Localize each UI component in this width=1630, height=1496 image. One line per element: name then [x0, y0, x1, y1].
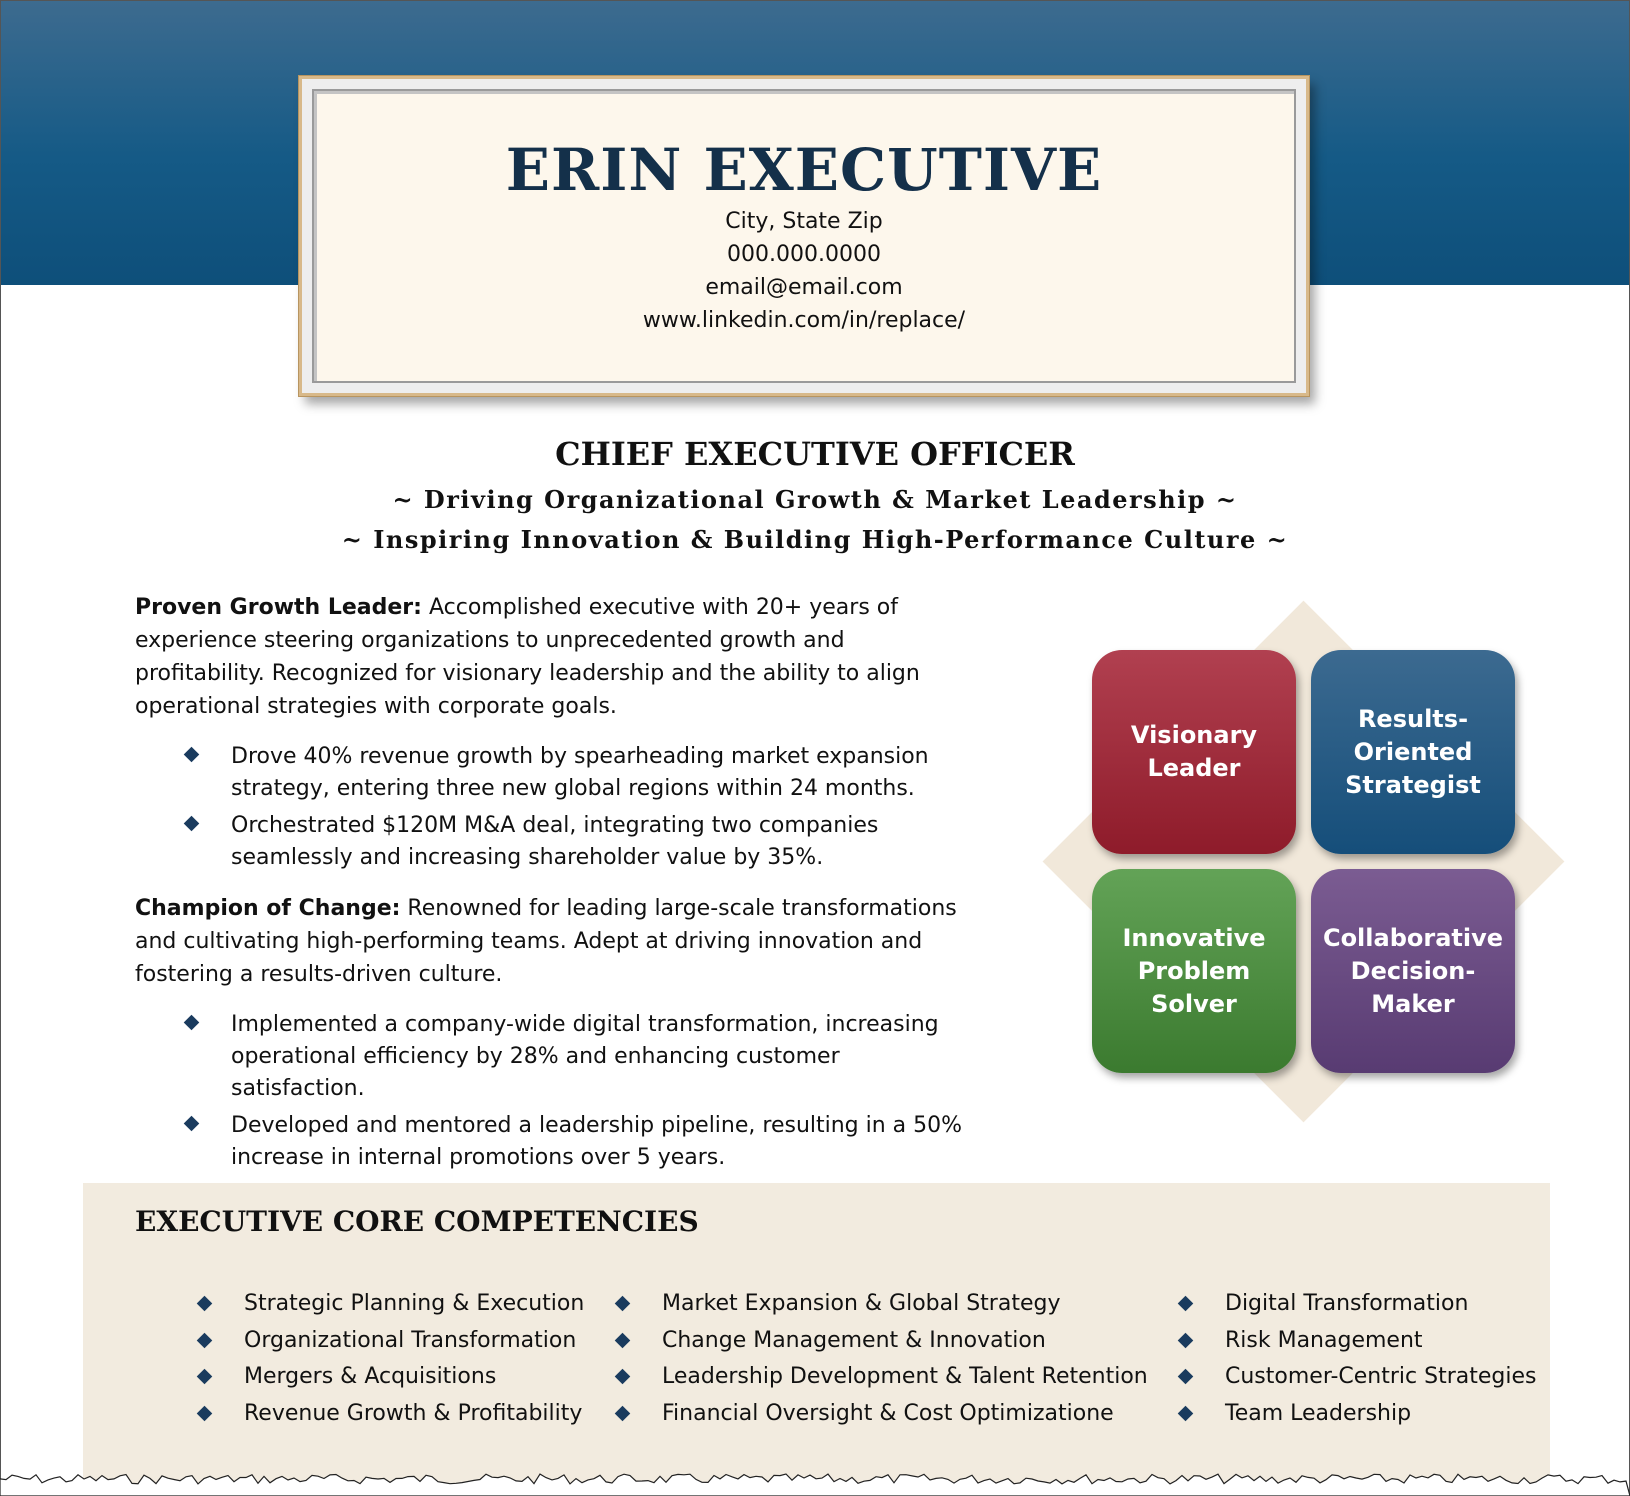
diamond-bullet-icon	[184, 816, 200, 832]
tile-visionary-leader: Visionary Leader	[1092, 650, 1296, 854]
tagline-2: ~ Inspiring Innovation & Building High-Performance Culture ~	[341, 525, 1289, 554]
diamond-bullet-icon	[615, 1296, 631, 1312]
competencies-column-2	[617, 1286, 1148, 1432]
list-item: Revenue Growth & Profitability	[199, 1396, 584, 1433]
competencies-title: EXECUTIVE CORE COMPETENCIES	[135, 1205, 699, 1238]
summary-text-1: Accomplished executive with 20+ years of experience steering organizations to unprecedented growth and profitability. Recognized for visionary leadership and the ability to align operational strategies with corporate goals.	[135, 595, 920, 719]
name-card	[299, 76, 1309, 396]
list-item: Drove 40% revenue growth by spearheading market expansion strategy, entering three new global regions within 24 months.	[186, 741, 976, 805]
competencies-section	[83, 1183, 1550, 1495]
tile-collaborative-decision-maker: Collaborative Decision- Maker	[1311, 869, 1515, 1073]
list-item: Team Leadership	[1180, 1396, 1536, 1433]
diamond-bullet-icon	[1178, 1332, 1194, 1348]
list-item: Market Expansion & Global Strategy	[617, 1286, 1148, 1323]
diamond-bullet-icon	[615, 1369, 631, 1385]
list-item: Customer-Centric Strategies	[1180, 1359, 1536, 1396]
list-item: Change Management & Innovation	[617, 1323, 1148, 1360]
tile-innovative-problem-solver: Innovative Problem Solver	[1092, 869, 1296, 1073]
achievement-list-2	[186, 1009, 976, 1179]
list-item: Implemented a company-wide digital transformation, increasing operational efficiency by 28% and enhancing customer satisfaction.	[186, 1009, 976, 1105]
diamond-bullet-icon	[184, 1015, 200, 1031]
summary-lead-2: Champion of Change:	[135, 896, 401, 921]
summary-text-2: Renowned for leading large-scale transformations and cultivating high-performing teams. Adept at driving innovation and fostering a results-driven culture.	[135, 896, 957, 987]
diamond-bullet-icon	[615, 1332, 631, 1348]
diamond-bullet-icon	[615, 1405, 631, 1421]
contact-city: City, State Zip	[725, 209, 883, 234]
job-title: CHIEF EXECUTIVE OFFICER	[555, 435, 1075, 473]
diamond-bullet-icon	[1178, 1296, 1194, 1312]
contact-phone: 000.000.0000	[727, 242, 881, 267]
diamond-bullet-icon	[197, 1296, 213, 1312]
list-item: Orchestrated $120M M&A deal, integrating two companies seamlessly and increasing shareholder value by 35%.	[186, 810, 976, 874]
diamond-bullet-icon	[184, 1116, 200, 1132]
list-item: Risk Management	[1180, 1323, 1536, 1360]
summary-paragraph-1	[135, 591, 975, 723]
tile-results-oriented-strategist: Results- Oriented Strategist	[1311, 650, 1515, 854]
achievement-list-1	[186, 741, 976, 879]
candidate-name: ERIN EXECUTIVE	[505, 136, 1103, 204]
list-item: Mergers & Acquisitions	[199, 1359, 584, 1396]
list-item: Digital Transformation	[1180, 1286, 1536, 1323]
list-item: Leadership Development & Talent Retention	[617, 1359, 1148, 1396]
list-item: Financial Oversight & Cost Optimizatione	[617, 1396, 1148, 1433]
list-item: Strategic Planning & Execution	[199, 1286, 584, 1323]
summary-paragraph-2	[135, 892, 975, 991]
tagline-1: ~ Driving Organizational Growth & Market Leadership ~	[392, 485, 1238, 514]
diamond-bullet-icon	[1178, 1405, 1194, 1421]
contact-email: email@email.com	[705, 275, 903, 300]
diamond-bullet-icon	[197, 1369, 213, 1385]
diamond-bullet-icon	[184, 747, 200, 763]
competencies-column-1	[199, 1286, 584, 1432]
contact-linkedin: www.linkedin.com/in/replace/	[642, 308, 966, 333]
list-item: Developed and mentored a leadership pipeline, resulting in a 50% increase in internal promotions over 5 years.	[186, 1110, 976, 1174]
competencies-column-3	[1180, 1286, 1536, 1432]
diamond-bullet-icon	[1178, 1369, 1194, 1385]
strengths-diagram	[1041, 599, 1566, 1124]
diamond-bullet-icon	[197, 1405, 213, 1421]
diamond-bullet-icon	[197, 1332, 213, 1348]
list-item: Organizational Transformation	[199, 1323, 584, 1360]
summary-lead-1: Proven Growth Leader:	[135, 595, 422, 620]
torn-page-edge	[0, 1466, 1630, 1496]
